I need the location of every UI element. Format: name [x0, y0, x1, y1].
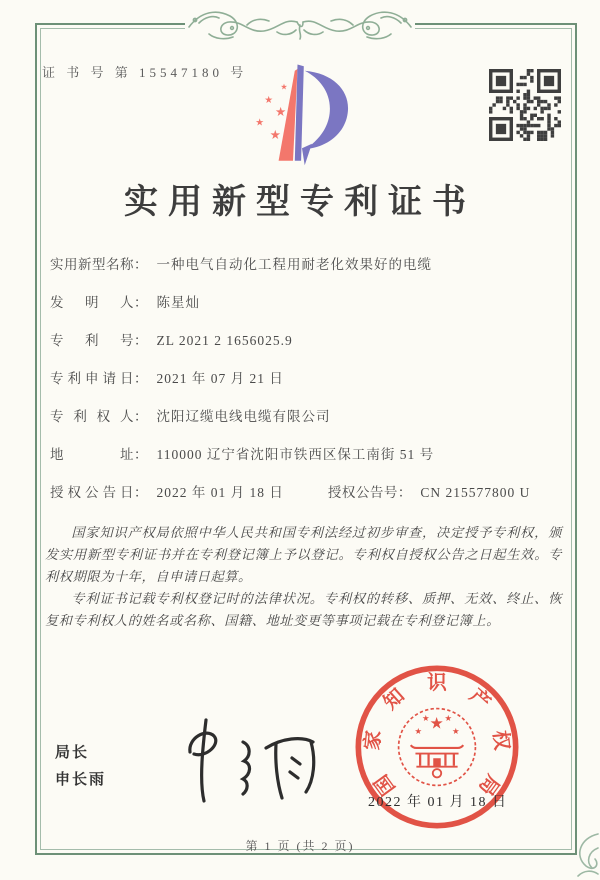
svg-text:知: 知	[379, 684, 409, 715]
field-row-patentee	[50, 398, 555, 436]
field-pair-auth-no	[328, 485, 531, 500]
field-label: 专利号	[50, 333, 134, 348]
certificate-title: 实用新型专利证书	[124, 184, 476, 221]
field-row-patent-no	[50, 322, 555, 360]
certificate-number: 证 书 号 第 15547180 号	[42, 65, 248, 80]
star-icon: ★	[264, 95, 274, 107]
field-row-filing-date	[50, 360, 555, 398]
national-emblem-icon	[399, 709, 476, 786]
colon: ：	[134, 333, 148, 348]
director-signature-icon	[150, 710, 330, 808]
star-icon: ★	[275, 103, 287, 119]
field-label: 授权公告号	[327, 485, 398, 500]
signoff	[55, 739, 106, 793]
svg-text:权: 权	[488, 729, 513, 752]
field-value: 2021 年 07 月 21 日	[156, 371, 284, 386]
field-row-name	[50, 246, 555, 284]
svg-text:产: 产	[465, 684, 495, 715]
legal-text-section	[45, 522, 562, 632]
page-footer: 第 1 页 (共 2 页)	[245, 839, 355, 853]
field-value: 110000 辽宁省沈阳市铁西区保工南街 51 号	[156, 447, 435, 462]
star-icon: ★	[269, 127, 281, 143]
qr-code	[489, 69, 561, 141]
field-value: 一种电气自动化工程用耐老化效果好的电缆	[156, 257, 432, 272]
director-name: 申长雨	[55, 771, 107, 788]
body-paragraph: 专利证书记载专利权登记时的法律状况。专利权的转移、质押、无效、终止、恢复和专利权人的姓名或名称、国籍、地址变更等事项记载在专利登记簿上。	[45, 591, 562, 628]
svg-text:国: 国	[370, 770, 400, 800]
field-value: ZL 2021 2 1656025.9	[156, 333, 293, 348]
field-label: 授权公告日	[50, 485, 134, 500]
field-row-grant	[50, 474, 555, 512]
field-value: 沈阳辽缆电线电缆有限公司	[156, 409, 331, 424]
field-value: 陈星灿	[156, 295, 200, 310]
corner-flourish-icon	[548, 828, 600, 880]
star-icon: ★	[429, 713, 444, 733]
star-icon: ★	[444, 712, 453, 723]
field-label: 地址	[50, 447, 134, 462]
colon: ：	[397, 485, 412, 500]
star-icon: ★	[414, 725, 423, 736]
star-icon: ★	[280, 81, 288, 92]
cnipa-logo-icon	[246, 60, 358, 168]
star-icon: ★	[451, 725, 460, 736]
svg-text:局: 局	[474, 770, 504, 800]
body-paragraph: 国家知识产权局依照中华人民共和国专利法经过初步审查，决定授予专利权，颁发实用新型专利证书并在专利登记簿上予以登记。专利权自授权公告之日起生效。专利权期限为十年，自申请日起算。	[45, 525, 562, 584]
field-row-address	[50, 436, 555, 474]
colon: ：	[134, 257, 148, 272]
top-border-ornament	[185, 1, 415, 49]
colon: ：	[134, 447, 148, 462]
star-icon: ★	[255, 117, 265, 129]
star-icon: ★	[422, 712, 430, 723]
fields-section	[50, 246, 555, 512]
field-row-inventor	[50, 284, 555, 322]
colon: ：	[134, 409, 148, 424]
director-title: 局长	[55, 744, 90, 761]
field-label: 专利权人	[50, 409, 134, 424]
field-value: CN 215577800 U	[420, 485, 531, 500]
field-value: 2022 年 01 月 18 日	[156, 485, 284, 500]
svg-text:识: 识	[427, 671, 447, 694]
seal-date: 2022 年 01 月 18 日	[368, 795, 508, 810]
svg-text:家: 家	[361, 729, 386, 752]
dragon-flourish-icon	[185, 1, 415, 49]
field-label: 实用新型名称	[50, 257, 134, 272]
colon: ：	[134, 485, 148, 500]
colon: ：	[134, 371, 148, 386]
field-label: 专利申请日	[50, 371, 134, 386]
field-label: 发明人	[50, 295, 134, 310]
colon: ：	[134, 295, 148, 310]
